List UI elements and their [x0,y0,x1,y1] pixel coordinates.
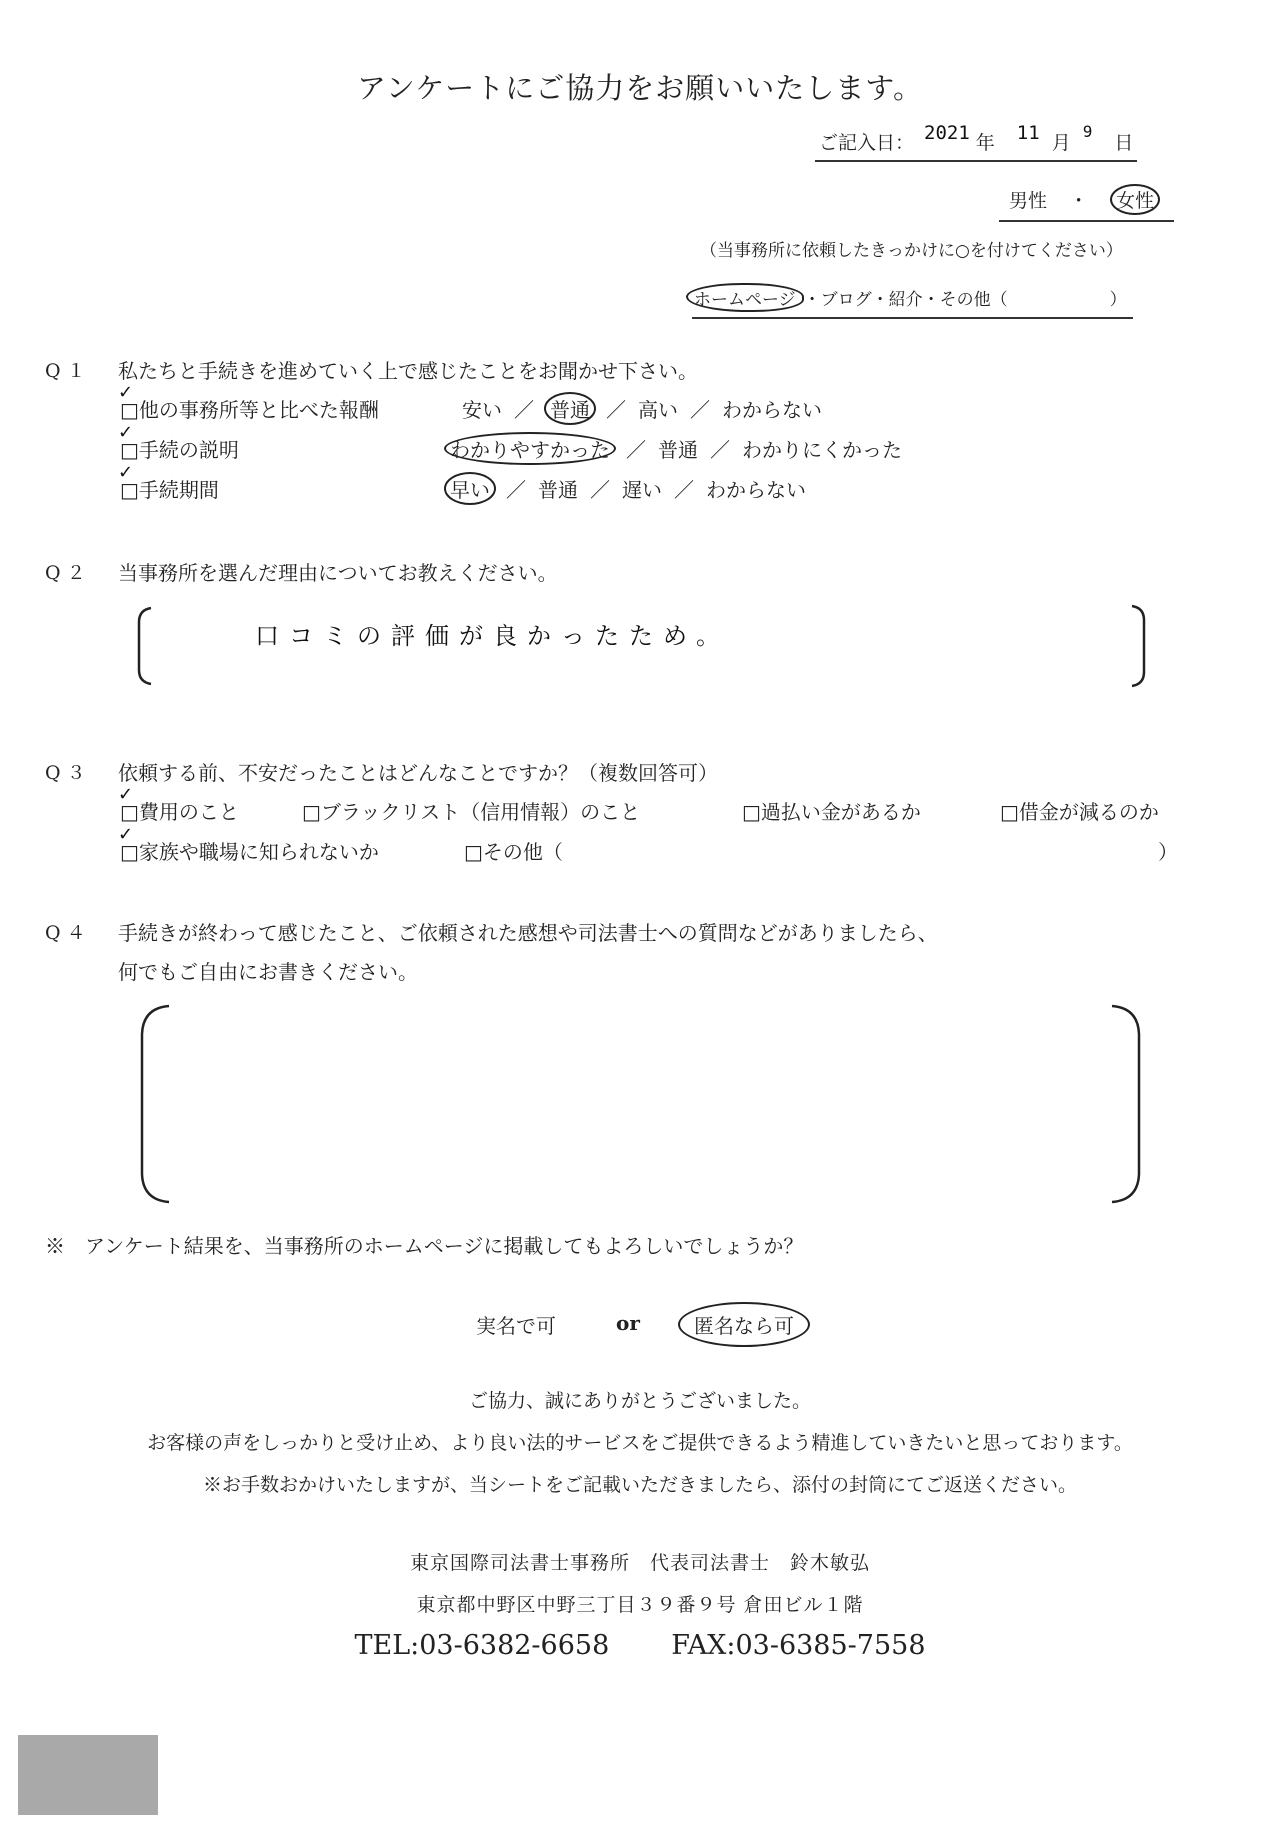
q1-question: 私たちと手続きを進めていく上で感じたことをお聞かせ下さい。 [118,359,698,383]
q4-label: Q４ [45,922,92,944]
option-expensive[interactable]: 高い [638,398,678,422]
q1-row-explanation-label[interactable]: □手続の説明 ✓ [120,438,239,462]
q1-row-fee-options: 安い ／ 普通 ／ 高い ／ わからない [462,394,822,423]
date-day: 9 [1082,122,1093,141]
trigger-homepage-circled[interactable]: ホームページ [686,283,804,312]
option-slow[interactable]: 遅い [622,478,662,502]
option-fast-circled[interactable]: 早い [444,472,496,505]
return-instruction: ※お手数おかけいたしますが、当シートをご記載いただきましたら、添付の封筒にてご返送ください。 [202,1474,1077,1496]
q3-option-other[interactable]: □その他（ [464,840,563,864]
office-address: 東京都中野区中野三丁目３９番９号 倉田ビル１階 [416,1594,864,1616]
publish-anonymous-circled[interactable]: 匿名なら可 [678,1302,810,1347]
option-normal-circled[interactable]: 普通 [544,392,596,425]
gender-separator: ・ [1069,190,1089,212]
gender-female-circled[interactable]: 女性 [1110,184,1160,215]
date-month: 11 [1016,122,1040,144]
q2-question: 当事務所を選んだ理由についてお教えください。 [118,561,558,585]
thanks-line: ご協力、誠にありがとうございました。 [468,1390,811,1412]
q3-option-blacklist[interactable]: □ブラックリスト（信用情報）のこと [302,800,641,824]
publish-question: ※ アンケート結果を、当事務所のホームページに掲載してもよろしいでしょうか？ [45,1234,804,1258]
date-year-unit: 年 [975,132,995,154]
option-easy-circled[interactable]: わかりやすかった [444,432,616,465]
q1-row-explanation-options: わかりやすかった ／ 普通 ／ わかりにくかった [446,434,902,463]
q2-answer-right-bracket [1128,604,1148,688]
closing-message: お客様の声をしっかりと受け止め、より良い法的サービスをご提供できるよう精進していきたいと思っております。 [147,1432,1133,1454]
gender-male[interactable]: 男性 [1009,190,1048,212]
office-fax: FAX:03-6385-7558 [671,1630,926,1661]
trigger-options [692,283,1133,319]
office-tel: TEL:03-6382-6658 [354,1630,610,1661]
q3-option-other-close: ） [1158,840,1178,864]
q4-answer-left-bracket [137,1004,173,1204]
q3-option-cost: □費用のこと ✓ [120,796,239,825]
office-name: 東京国際司法書士事務所 代表司法書士 鈴木敏弘 [409,1552,870,1574]
option-normal[interactable]: 普通 [658,438,698,462]
q2-label: Q２ [45,562,92,584]
publish-or: or [616,1311,640,1335]
q3-question: 依頼する前、不安だったことはどんなことですか？（複数回答可） [118,761,718,785]
q1-row-fee-label[interactable]: □他の事務所等と比べた報酬 ✓ [120,398,379,422]
entry-date [815,122,1137,162]
option-unknown[interactable]: わからない [706,478,806,502]
date-month-unit: 月 [1051,132,1071,154]
q2-handwritten-answer[interactable]: 口コミの評価が良かったため。 [255,622,731,650]
option-unknown[interactable]: わからない [722,398,822,422]
q1-row-period-options: 早い ／ 普通 ／ 遅い ／ わからない [446,474,806,503]
q1-row-fee [120,394,379,423]
q4-answer-area[interactable] [180,1010,1100,1196]
q3-option-debt-reduce[interactable]: □借金が減るのか [1000,800,1159,824]
q1-row-explanation [120,434,239,463]
date-year: 2021 [924,122,970,144]
q1-row-period [120,474,219,503]
date-label: ご記入日： [819,132,915,154]
gender-select [999,184,1174,222]
q4-question-line2: 何でもご自由にお書きください。 [118,960,418,984]
office-contact [0,1630,1280,1661]
date-day-unit: 日 [1114,132,1134,154]
q4-answer-right-bracket [1108,1004,1144,1204]
q1-row-period-label[interactable]: □手続期間 ✓ [120,478,219,502]
survey-title: アンケートにご協力をお願いいたします。 [357,71,923,105]
q3-option-overpayment[interactable]: □過払い金があるか [742,800,921,824]
trigger-instruction: （当事務所に依頼したきっかけに○を付けてください） [700,241,1123,261]
q1-label: Q１ [45,360,92,382]
option-hard[interactable]: わかりにくかった [742,438,902,462]
option-cheap[interactable]: 安い [462,398,502,422]
q4-question-line1: 手続きが終わって感じたこと、ご依頼された感想や司法書士への質問などがありましたら、 [118,921,938,945]
publish-real-name[interactable]: 実名で可 [476,1314,556,1338]
trigger-other-options: ・ブログ・紹介・その他（ ） [803,290,1127,310]
option-normal[interactable]: 普通 [538,478,578,502]
redaction-block [18,1735,158,1815]
q3-option-family: □家族や職場に知られないか ✓ [120,836,379,865]
q2-answer-left-bracket [135,606,155,686]
q3-label: Q３ [45,762,92,784]
